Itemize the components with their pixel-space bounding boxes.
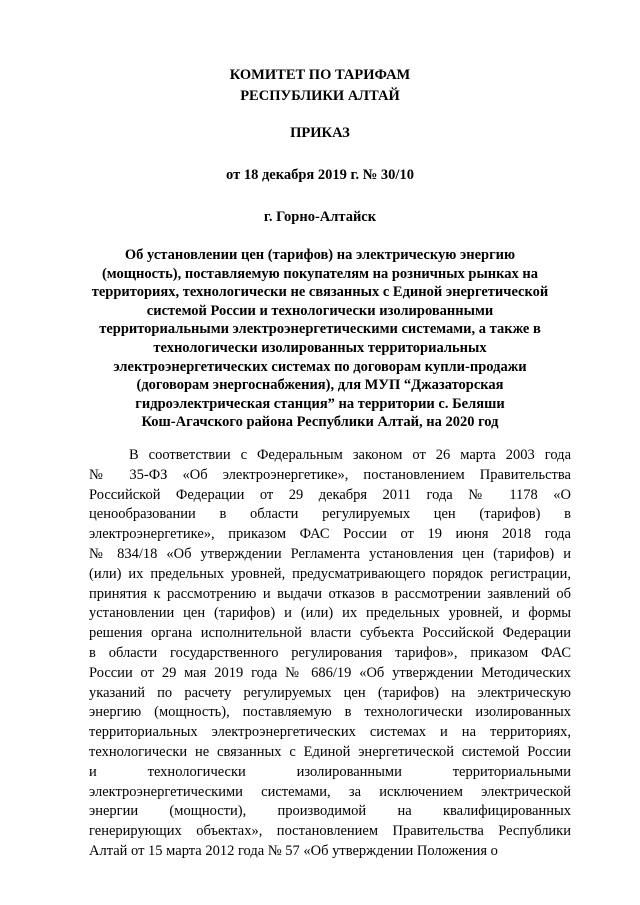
title-line: (договорам энергоснабжения), для МУП “Джазаторская (136, 377, 504, 394)
body-line: генерирующих объектах», постановлением Правительства Республики (89, 823, 571, 840)
body-line: принятия к рассмотрению и выдачи отказов в рассмотрении заявлений об (89, 585, 571, 602)
title-line: территориях, технологически не связанных с Единой энергетической (91, 284, 549, 301)
body-line: Российской Федерации от 29 декабря 2011 года № 1178 «О (89, 486, 571, 503)
body-line: электроэнергетике», приказом ФАС России от 19 июня 2018 года (89, 526, 571, 543)
title-line: технологически изолированных территориальных (153, 339, 487, 356)
document-date-number: от 18 декабря 2019 г. № 30/10 (226, 167, 414, 183)
body-line: указаний по расчету регулируемых цен (тарифов) на электрическую (89, 684, 571, 701)
body-line: решения органа исполнительной власти субъекта Российской Федерации (89, 625, 571, 642)
body-line: территориальных электроэнергетических системах и на территориях, (89, 724, 571, 741)
body-line: электроэнергетическими системами, за исключением электрической (89, 783, 571, 800)
document-type: ПРИКАЗ (290, 125, 350, 141)
body-line: № 834/18 «Об утверждении Регламента установления цен (тарифов) и (89, 545, 571, 562)
title-line: системой России и технологически изолированными (146, 302, 494, 319)
committee-name-line2: РЕСПУБЛИКИ АЛТАЙ (240, 88, 400, 104)
document-city: г. Горно-Алтайск (263, 209, 377, 225)
body-line: энергии (мощности), производимой на квалифицированных (89, 803, 571, 820)
document-title (80, 246, 560, 432)
body-line: В соответствии с Федеральным законом от 26 марта 2003 года (129, 447, 571, 463)
body-line: технологически не связанных с Единой энергетической системой России (89, 743, 571, 760)
title-line: Кош-Агачского района Республики Алтай, на 2020 год (141, 414, 499, 431)
body-line: энергию (мощность), поставляемую в технологически изолированных (89, 704, 571, 721)
title-line: (мощность), поставляемую покупателям на розничных рынках на (101, 265, 539, 282)
title-line: Об установлении цен (тарифов) на электрическую энергию (124, 247, 516, 263)
body-line: (или) их предельных уровней, предусматривающего порядок регистрации, (89, 565, 571, 582)
committee-name-line1: КОМИТЕТ ПО ТАРИФАМ (229, 67, 411, 83)
body-line: № 35-ФЗ «Об электроэнергетике», постановлением Правительства (89, 466, 571, 483)
title-line: электроэнергетических системах по договорам купли-продажи (113, 358, 527, 375)
body-line: в области государственного регулирования тарифов», приказом ФАС (89, 644, 571, 661)
title-line: гидроэлектрическая станция” на территории с. Беляши (135, 395, 505, 412)
body-line: России от 29 мая 2019 года № 686/19 «Об утверждении Методических (89, 664, 571, 681)
body-line: ценообразовании в области регулируемых цен (тарифов) в (89, 506, 571, 523)
body-line: Алтай от 15 марта 2012 года № 57 «Об утверждении Положения о (89, 842, 498, 859)
body-line: установлении цен (тарифов) и (или) их предельных уровней, и формы (89, 605, 571, 622)
document-body-paragraph (89, 446, 571, 862)
body-line: и технологически изолированными территориальными (89, 763, 571, 780)
title-line: территориальными электроэнергетическими системами, а также в (99, 321, 541, 338)
